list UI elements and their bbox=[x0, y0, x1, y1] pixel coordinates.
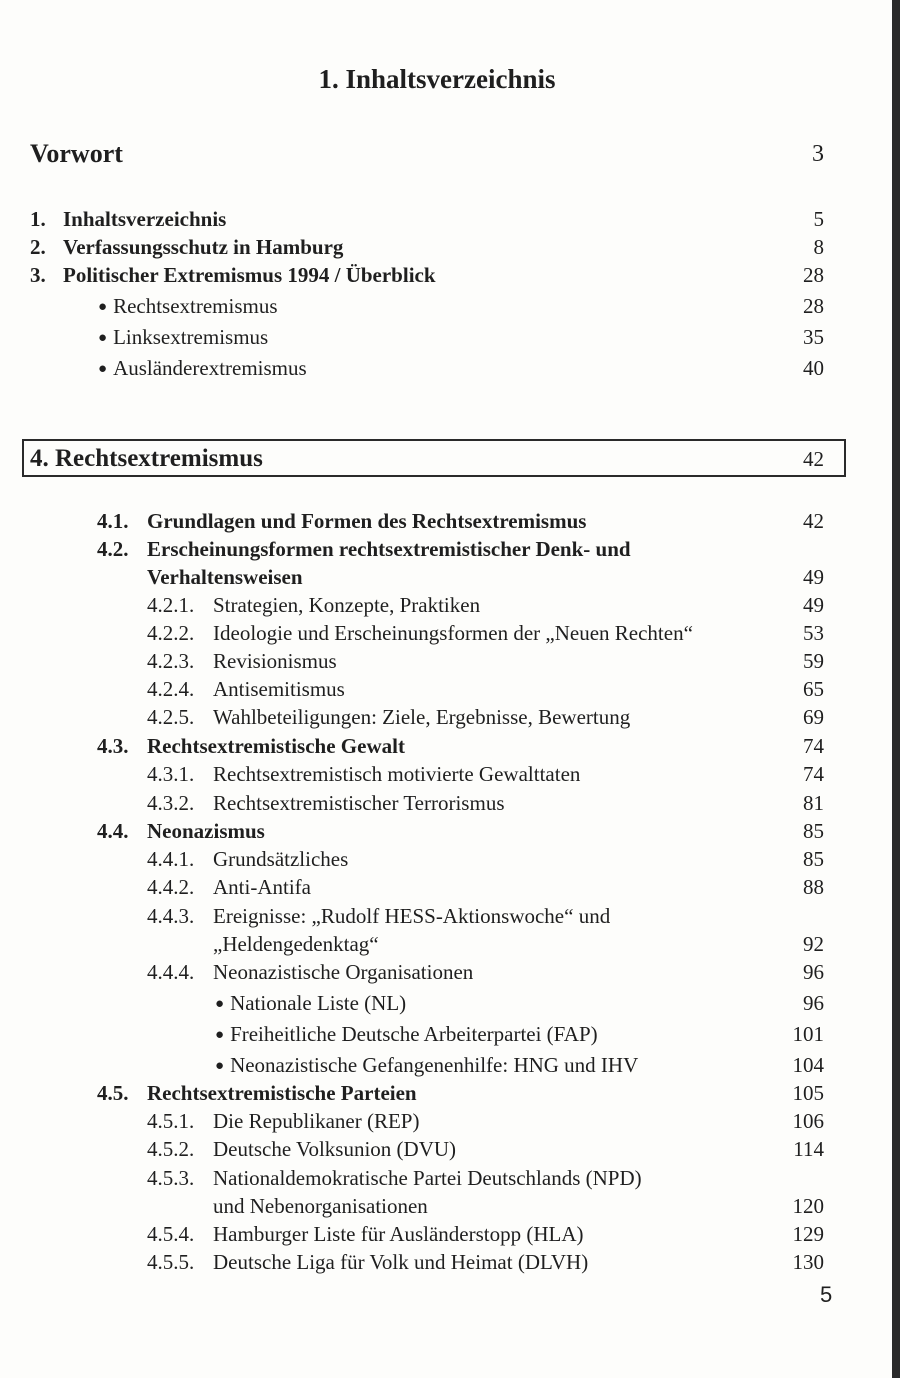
toc-page: 81 bbox=[803, 791, 824, 815]
toc-page: 65 bbox=[803, 677, 824, 701]
toc-number: 4.4. bbox=[97, 819, 129, 843]
toc-page: 49 bbox=[803, 593, 824, 617]
toc-page: 59 bbox=[803, 649, 824, 673]
toc-text: „Heldengedenktag“ bbox=[213, 932, 379, 956]
toc-number: 4.5. bbox=[97, 1081, 129, 1105]
toc-row bbox=[0, 1020, 874, 1048]
toc-text: Erscheinungsformen rechtsextremistischer Denk- und bbox=[147, 537, 631, 561]
chapter-page: 42 bbox=[803, 447, 824, 471]
toc-number: 4.4.3. bbox=[147, 904, 195, 928]
toc-page: 42 bbox=[803, 509, 824, 533]
toc-number: 2. bbox=[30, 235, 46, 259]
toc-row bbox=[0, 507, 874, 535]
toc-text: Nationaldemokratische Partei Deutschlands (NPD) bbox=[213, 1166, 642, 1190]
toc-number: 3. bbox=[30, 263, 46, 287]
toc-number: 4.2.5. bbox=[147, 705, 195, 729]
toc-row bbox=[0, 817, 874, 845]
toc-text: Inhaltsverzeichnis bbox=[63, 207, 227, 231]
toc-page: 130 bbox=[792, 1250, 824, 1274]
toc-text: Wahlbeteiligungen: Ziele, Ergebnisse, Bewertung bbox=[213, 705, 631, 729]
toc-page: 114 bbox=[793, 1137, 824, 1161]
toc-text: Rechtsextremistische Gewalt bbox=[147, 734, 405, 758]
toc-page: 101 bbox=[792, 1022, 824, 1046]
toc-number: 4.1. bbox=[97, 509, 129, 533]
toc-text: Hamburger Liste für Ausländerstopp (HLA) bbox=[213, 1222, 584, 1246]
toc-row bbox=[0, 535, 874, 563]
toc-bullet-text: ● Linksextremismus bbox=[98, 323, 268, 354]
toc-row bbox=[0, 1135, 874, 1163]
toc-page: 85 bbox=[803, 847, 824, 871]
toc-text: Rechtsextremistisch motivierte Gewalttaten bbox=[213, 762, 581, 786]
toc-number: 4.5.5. bbox=[147, 1250, 195, 1274]
toc-number: 4.2.3. bbox=[147, 649, 195, 673]
toc-page: 53 bbox=[803, 621, 824, 645]
page-edge-shadow bbox=[892, 0, 900, 1378]
toc-text: Deutsche Volksunion (DVU) bbox=[213, 1137, 457, 1161]
toc-page: 74 bbox=[803, 734, 824, 758]
toc-number: 4.2.2. bbox=[147, 621, 195, 645]
toc-page: 96 bbox=[803, 991, 824, 1015]
toc-page: 96 bbox=[803, 960, 824, 984]
toc-row bbox=[0, 675, 874, 703]
chapter-heading: 4. Rechtsextremismus bbox=[30, 445, 263, 472]
toc-bullet-text: ● Ausländerextremismus bbox=[98, 354, 307, 385]
toc-number: 4.5.2. bbox=[147, 1137, 195, 1161]
toc-vorwort-page: 3 bbox=[812, 141, 824, 167]
toc-text: Neonazistische Organisationen bbox=[213, 960, 474, 984]
toc-number: 4.3.1. bbox=[147, 762, 195, 786]
toc-row bbox=[0, 354, 874, 382]
toc-bullet-text: ● Nationale Liste (NL) bbox=[215, 989, 406, 1020]
toc-row bbox=[0, 563, 874, 591]
toc-page: 69 bbox=[803, 705, 824, 729]
toc-text: Grundlagen und Formen des Rechtsextremismus bbox=[147, 509, 587, 533]
toc-row bbox=[0, 619, 874, 647]
page-title: 1. Inhaltsverzeichnis bbox=[318, 64, 556, 94]
toc-row bbox=[0, 1192, 874, 1220]
toc-page: 88 bbox=[803, 875, 824, 899]
toc-bullet-text: ● Rechtsextremismus bbox=[98, 292, 278, 323]
toc-text: Neonazismus bbox=[147, 819, 265, 843]
toc-number: 4.3.2. bbox=[147, 791, 195, 815]
toc-number: 4.5.1. bbox=[147, 1109, 195, 1133]
toc-row bbox=[0, 1107, 874, 1135]
toc-text: Strategien, Konzepte, Praktiken bbox=[213, 593, 481, 617]
toc-page: 129 bbox=[792, 1222, 824, 1246]
toc-row bbox=[0, 989, 874, 1017]
toc-page: 35 bbox=[803, 325, 824, 349]
toc-row-vorwort bbox=[0, 140, 874, 168]
toc-number: 4.4.4. bbox=[147, 960, 195, 984]
toc-page: 5 bbox=[813, 207, 824, 231]
toc-row bbox=[0, 1164, 874, 1192]
toc-page: 49 bbox=[803, 565, 824, 589]
toc-page: 104 bbox=[792, 1053, 824, 1077]
toc-number: 1. bbox=[30, 207, 46, 231]
toc-text: Verfassungsschutz in Hamburg bbox=[63, 235, 344, 259]
toc-text: Ereignisse: „Rudolf HESS-Aktionswoche“ und bbox=[213, 904, 611, 928]
toc-row bbox=[0, 760, 874, 788]
toc-row bbox=[0, 1248, 874, 1276]
toc-number: 4.4.1. bbox=[147, 847, 195, 871]
toc-row bbox=[0, 845, 874, 873]
toc-vorwort-label: Vorwort bbox=[30, 139, 123, 168]
toc-text: Verhaltensweisen bbox=[147, 565, 303, 589]
toc-row bbox=[0, 292, 874, 320]
toc-page: 120 bbox=[792, 1194, 824, 1218]
toc-row bbox=[0, 1220, 874, 1248]
toc-page: 8 bbox=[813, 235, 824, 259]
toc-text: Anti-Antifa bbox=[213, 875, 311, 899]
toc-row bbox=[0, 205, 874, 233]
toc-row bbox=[0, 647, 874, 675]
toc-row bbox=[0, 323, 874, 351]
toc-page: 106 bbox=[792, 1109, 824, 1133]
toc-number: 4.2.1. bbox=[147, 593, 195, 617]
toc-row bbox=[0, 732, 874, 760]
toc-row bbox=[0, 233, 874, 261]
toc-row bbox=[0, 1079, 874, 1107]
toc-row bbox=[0, 1051, 874, 1079]
toc-text: Die Republikaner (REP) bbox=[213, 1109, 420, 1133]
toc-page: 28 bbox=[803, 263, 824, 287]
toc-number: 4.5.3. bbox=[147, 1166, 195, 1190]
toc-text: Revisionismus bbox=[213, 649, 337, 673]
toc-text: Politischer Extremismus 1994 / Überblick bbox=[63, 263, 436, 287]
toc-number: 4.5.4. bbox=[147, 1222, 195, 1246]
toc-page: 85 bbox=[803, 819, 824, 843]
toc-number: 4.2.4. bbox=[147, 677, 195, 701]
toc-row bbox=[0, 930, 874, 958]
toc-page: 74 bbox=[803, 762, 824, 786]
toc-bullet-text: ● Neonazistische Gefangenenhilfe: HNG und IHV bbox=[215, 1051, 638, 1082]
toc-number: 4.3. bbox=[97, 734, 129, 758]
toc-row bbox=[0, 789, 874, 817]
toc-bullet-text: ● Freiheitliche Deutsche Arbeiterpartei (FAP) bbox=[215, 1020, 598, 1051]
toc-page: 28 bbox=[803, 294, 824, 318]
toc-text: Deutsche Liga für Volk und Heimat (DLVH) bbox=[213, 1250, 589, 1274]
toc-text: Antisemitismus bbox=[213, 677, 345, 701]
toc-text: Rechtsextremistischer Terrorismus bbox=[213, 791, 505, 815]
toc-page: 40 bbox=[803, 356, 824, 380]
page-number: 5 bbox=[820, 1282, 833, 1307]
toc-number: 4.2. bbox=[97, 537, 129, 561]
toc-row bbox=[0, 902, 874, 930]
toc-row bbox=[0, 873, 874, 901]
toc-text: und Nebenorganisationen bbox=[213, 1194, 428, 1218]
toc-page: 92 bbox=[803, 932, 824, 956]
toc-text: Ideologie und Erscheinungsformen der „Neuen Rechten“ bbox=[213, 621, 693, 645]
toc-row bbox=[0, 591, 874, 619]
toc-row bbox=[0, 703, 874, 731]
toc-text: Grundsätzliches bbox=[213, 847, 349, 871]
toc-text: Rechtsextremistische Parteien bbox=[147, 1081, 417, 1105]
toc-number: 4.4.2. bbox=[147, 875, 195, 899]
toc-row bbox=[0, 958, 874, 986]
toc-row-chapter bbox=[0, 445, 874, 473]
toc-row bbox=[0, 261, 874, 289]
toc-page: 105 bbox=[792, 1081, 824, 1105]
